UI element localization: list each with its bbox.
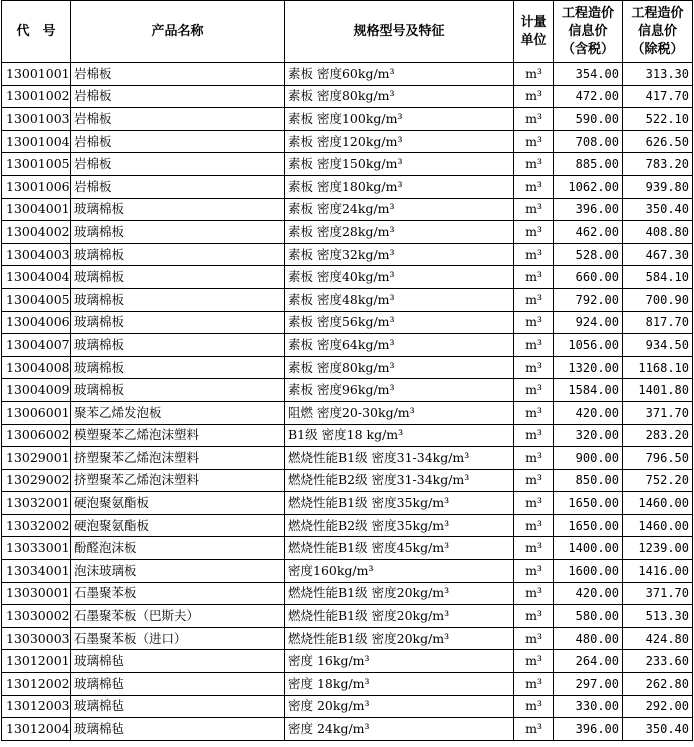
cell-code: 13004004 (2, 266, 71, 289)
cell-product-name: 岩棉板 (71, 108, 285, 131)
cell-product-name: 玻璃棉板 (71, 288, 285, 311)
table-row (2, 311, 693, 334)
table-row (2, 718, 693, 741)
table-row (2, 221, 693, 244)
cell-spec: 素板 密度60kg/m³ (285, 63, 514, 86)
cell-code: 13004009 (2, 379, 71, 402)
cell-price-tax: 1400.00 (554, 537, 623, 560)
cell-unit: m³ (514, 582, 554, 605)
cell-code: 13004008 (2, 356, 71, 379)
cell-code: 13029002 (2, 469, 71, 492)
header-unit (514, 1, 554, 63)
cell-product-name: 玻璃棉板 (71, 334, 285, 357)
cell-price-tax: 396.00 (554, 198, 623, 221)
cell-price-notax: 313.30 (623, 63, 693, 86)
cell-code: 13012001 (2, 650, 71, 673)
cell-price-tax: 420.00 (554, 401, 623, 424)
table-row (2, 153, 693, 176)
cell-price-notax: 513.30 (623, 605, 693, 628)
cell-price-notax: 752.20 (623, 469, 693, 492)
cell-unit: m³ (514, 266, 554, 289)
cell-price-tax: 900.00 (554, 447, 623, 470)
cell-price-notax: 350.40 (623, 718, 693, 741)
cell-code: 13001003 (2, 108, 71, 131)
table-row (2, 537, 693, 560)
header-price-notax-line3: （除税） (631, 41, 684, 57)
cell-spec: 素板 密度100kg/m³ (285, 108, 514, 131)
cell-price-notax: 371.70 (623, 401, 693, 424)
cell-price-tax: 320.00 (554, 424, 623, 447)
cell-product-name: 岩棉板 (71, 63, 285, 86)
cell-code: 13033001 (2, 537, 71, 560)
cell-code: 13001001 (2, 63, 71, 86)
header-price-notax-line2: 信息价 (637, 23, 677, 39)
cell-unit: m³ (514, 63, 554, 86)
cell-spec: 素板 密度56kg/m³ (285, 311, 514, 334)
table-row (2, 673, 693, 696)
cell-product-name: 岩棉板 (71, 175, 285, 198)
cell-price-tax: 480.00 (554, 627, 623, 650)
cell-spec: B1级 密度18 kg/m³ (285, 424, 514, 447)
cell-unit: m³ (514, 379, 554, 402)
cell-code: 13001002 (2, 85, 71, 108)
cell-price-notax: 934.50 (623, 334, 693, 357)
header-price-tax-line3: （含税） (561, 41, 614, 57)
cell-spec: 素板 密度28kg/m³ (285, 221, 514, 244)
table-row (2, 266, 693, 289)
cell-spec: 燃烧性能B1级 密度20kg/m³ (285, 627, 514, 650)
table-row (2, 492, 693, 515)
cell-product-name: 玻璃棉板 (71, 379, 285, 402)
cell-unit: m³ (514, 447, 554, 470)
cell-spec: 燃烧性能B1级 密度20kg/m³ (285, 605, 514, 628)
cell-price-tax: 264.00 (554, 650, 623, 673)
cell-spec: 燃烧性能B2级 密度31-34kg/m³ (285, 469, 514, 492)
cell-price-notax: 1460.00 (623, 492, 693, 515)
cell-price-tax: 792.00 (554, 288, 623, 311)
table-row (2, 514, 693, 537)
cell-spec: 素板 密度180kg/m³ (285, 175, 514, 198)
cell-product-name: 硬泡聚氨酯板 (71, 492, 285, 515)
cell-price-notax: 292.00 (623, 695, 693, 718)
cell-code: 13030003 (2, 627, 71, 650)
header-code: 代 号 (2, 1, 71, 63)
cell-price-tax: 1600.00 (554, 560, 623, 583)
cell-product-name: 玻璃棉板 (71, 311, 285, 334)
cell-price-notax: 584.10 (623, 266, 693, 289)
cell-product-name: 石墨聚苯板（巴斯夫） (71, 605, 285, 628)
cell-price-notax: 817.70 (623, 311, 693, 334)
cell-price-tax: 472.00 (554, 85, 623, 108)
cell-price-notax: 1401.80 (623, 379, 693, 402)
price-table (1, 0, 693, 741)
cell-unit: m³ (514, 514, 554, 537)
cell-price-tax: 580.00 (554, 605, 623, 628)
table-row (2, 198, 693, 221)
table-row (2, 63, 693, 86)
cell-spec: 素板 密度24kg/m³ (285, 198, 514, 221)
table-row (2, 356, 693, 379)
cell-price-notax: 371.70 (623, 582, 693, 605)
header-unit-line2: 单位 (520, 32, 547, 48)
cell-code: 13004001 (2, 198, 71, 221)
table-row (2, 560, 693, 583)
cell-unit: m³ (514, 401, 554, 424)
cell-product-name: 岩棉板 (71, 130, 285, 153)
cell-unit: m³ (514, 560, 554, 583)
cell-product-name: 挤塑聚苯乙烯泡沫塑料 (71, 447, 285, 470)
cell-spec: 素板 密度96kg/m³ (285, 379, 514, 402)
cell-price-tax: 330.00 (554, 695, 623, 718)
cell-spec: 燃烧性能B2级 密度35kg/m³ (285, 514, 514, 537)
cell-price-tax: 850.00 (554, 469, 623, 492)
cell-product-name: 岩棉板 (71, 85, 285, 108)
cell-product-name: 玻璃棉板 (71, 243, 285, 266)
cell-unit: m³ (514, 356, 554, 379)
cell-product-name: 聚苯乙烯发泡板 (71, 401, 285, 424)
header-product-name: 产品名称 (71, 1, 285, 63)
cell-unit: m³ (514, 85, 554, 108)
cell-price-tax: 528.00 (554, 243, 623, 266)
cell-price-tax: 1062.00 (554, 175, 623, 198)
cell-price-tax: 396.00 (554, 718, 623, 741)
cell-unit: m³ (514, 718, 554, 741)
cell-spec: 素板 密度150kg/m³ (285, 153, 514, 176)
cell-spec: 燃烧性能B1级 密度45kg/m³ (285, 537, 514, 560)
header-price-tax-line1: 工程造价 (561, 5, 614, 21)
cell-product-name: 泡沫玻璃板 (71, 560, 285, 583)
cell-spec: 素板 密度80kg/m³ (285, 85, 514, 108)
table-row (2, 650, 693, 673)
cell-unit: m³ (514, 334, 554, 357)
cell-price-notax: 1460.00 (623, 514, 693, 537)
cell-spec: 燃烧性能B1级 密度20kg/m³ (285, 582, 514, 605)
cell-product-name: 挤塑聚苯乙烯泡沫塑料 (71, 469, 285, 492)
table-row (2, 130, 693, 153)
cell-price-tax: 924.00 (554, 311, 623, 334)
cell-product-name: 石墨聚苯板（进口） (71, 627, 285, 650)
cell-code: 13001004 (2, 130, 71, 153)
cell-unit: m³ (514, 424, 554, 447)
cell-unit: m³ (514, 537, 554, 560)
cell-unit: m³ (514, 198, 554, 221)
cell-unit: m³ (514, 673, 554, 696)
cell-price-tax: 297.00 (554, 673, 623, 696)
cell-product-name: 岩棉板 (71, 153, 285, 176)
cell-code: 13006001 (2, 401, 71, 424)
cell-product-name: 石墨聚苯板 (71, 582, 285, 605)
cell-price-notax: 626.50 (623, 130, 693, 153)
header-price-tax-line2: 信息价 (568, 23, 608, 39)
cell-product-name: 玻璃棉板 (71, 221, 285, 244)
cell-price-tax: 885.00 (554, 153, 623, 176)
cell-price-notax: 467.30 (623, 243, 693, 266)
cell-spec: 密度 16kg/m³ (285, 650, 514, 673)
cell-product-name: 玻璃棉毡 (71, 695, 285, 718)
cell-unit: m³ (514, 243, 554, 266)
table-row (2, 469, 693, 492)
cell-price-notax: 1239.00 (623, 537, 693, 560)
cell-code: 13006002 (2, 424, 71, 447)
cell-code: 13012004 (2, 718, 71, 741)
header-price-notax-line1: 工程造价 (631, 5, 684, 21)
cell-code: 13032001 (2, 492, 71, 515)
cell-price-notax: 783.20 (623, 153, 693, 176)
cell-product-name: 玻璃棉毡 (71, 673, 285, 696)
cell-product-name: 玻璃棉板 (71, 356, 285, 379)
cell-product-name: 玻璃棉毡 (71, 650, 285, 673)
cell-unit: m³ (514, 221, 554, 244)
cell-spec: 密度 24kg/m³ (285, 718, 514, 741)
cell-price-notax: 700.90 (623, 288, 693, 311)
cell-code: 13030001 (2, 582, 71, 605)
cell-spec: 阻燃 密度20-30kg/m³ (285, 401, 514, 424)
table-row (2, 424, 693, 447)
cell-spec: 燃烧性能B1级 密度31-34kg/m³ (285, 447, 514, 470)
table-row (2, 695, 693, 718)
table-row (2, 288, 693, 311)
cell-unit: m³ (514, 695, 554, 718)
cell-price-tax: 1650.00 (554, 514, 623, 537)
table-row (2, 85, 693, 108)
cell-price-notax: 939.80 (623, 175, 693, 198)
table-row (2, 175, 693, 198)
cell-price-notax: 350.40 (623, 198, 693, 221)
cell-product-name: 酚醛泡沫板 (71, 537, 285, 560)
cell-unit: m³ (514, 650, 554, 673)
cell-price-tax: 420.00 (554, 582, 623, 605)
cell-code: 13029001 (2, 447, 71, 470)
table-row (2, 605, 693, 628)
cell-price-tax: 354.00 (554, 63, 623, 86)
table-row (2, 334, 693, 357)
cell-unit: m³ (514, 492, 554, 515)
cell-product-name: 玻璃棉板 (71, 266, 285, 289)
table-row (2, 627, 693, 650)
cell-unit: m³ (514, 605, 554, 628)
cell-price-tax: 462.00 (554, 221, 623, 244)
cell-product-name: 硬泡聚氨酯板 (71, 514, 285, 537)
cell-code: 13034001 (2, 560, 71, 583)
cell-unit: m³ (514, 130, 554, 153)
cell-spec: 燃烧性能B1级 密度35kg/m³ (285, 492, 514, 515)
cell-unit: m³ (514, 627, 554, 650)
table-row (2, 108, 693, 131)
cell-code: 13004006 (2, 311, 71, 334)
cell-product-name: 模塑聚苯乙烯泡沫塑料 (71, 424, 285, 447)
cell-price-tax: 590.00 (554, 108, 623, 131)
cell-code: 13030002 (2, 605, 71, 628)
cell-spec: 素板 密度48kg/m³ (285, 288, 514, 311)
cell-code: 13004007 (2, 334, 71, 357)
cell-code: 13004003 (2, 243, 71, 266)
header-unit-line1: 计量 (520, 14, 547, 30)
cell-price-notax: 417.70 (623, 85, 693, 108)
cell-price-notax: 424.80 (623, 627, 693, 650)
cell-price-notax: 522.10 (623, 108, 693, 131)
table-row (2, 243, 693, 266)
cell-price-tax: 708.00 (554, 130, 623, 153)
cell-price-tax: 660.00 (554, 266, 623, 289)
cell-code: 13001006 (2, 175, 71, 198)
cell-spec: 素板 密度32kg/m³ (285, 243, 514, 266)
cell-unit: m³ (514, 175, 554, 198)
cell-price-tax: 1650.00 (554, 492, 623, 515)
cell-unit: m³ (514, 288, 554, 311)
cell-spec: 素板 密度40kg/m³ (285, 266, 514, 289)
header-spec: 规格型号及特征 (285, 1, 514, 63)
table-row (2, 379, 693, 402)
cell-spec: 密度 18kg/m³ (285, 673, 514, 696)
cell-unit: m³ (514, 108, 554, 131)
cell-code: 13004005 (2, 288, 71, 311)
cell-code: 13012002 (2, 673, 71, 696)
cell-product-name: 玻璃棉毡 (71, 718, 285, 741)
cell-price-notax: 1168.10 (623, 356, 693, 379)
cell-spec: 密度160kg/m³ (285, 560, 514, 583)
cell-code: 13032002 (2, 514, 71, 537)
cell-spec: 密度 20kg/m³ (285, 695, 514, 718)
cell-price-tax: 1320.00 (554, 356, 623, 379)
cell-spec: 素板 密度64kg/m³ (285, 334, 514, 357)
table-header-row (2, 1, 693, 63)
table-body (2, 63, 693, 741)
cell-price-notax: 233.60 (623, 650, 693, 673)
table-row (2, 401, 693, 424)
table-row (2, 582, 693, 605)
cell-unit: m³ (514, 311, 554, 334)
header-price-tax (554, 1, 623, 63)
cell-code: 13004002 (2, 221, 71, 244)
cell-price-notax: 262.80 (623, 673, 693, 696)
cell-unit: m³ (514, 153, 554, 176)
header-price-notax (623, 1, 693, 63)
cell-code: 13012003 (2, 695, 71, 718)
cell-unit: m³ (514, 469, 554, 492)
cell-price-notax: 283.20 (623, 424, 693, 447)
cell-spec: 素板 密度80kg/m³ (285, 356, 514, 379)
cell-product-name: 玻璃棉板 (71, 198, 285, 221)
cell-price-tax: 1584.00 (554, 379, 623, 402)
cell-price-notax: 796.50 (623, 447, 693, 470)
cell-price-notax: 1416.00 (623, 560, 693, 583)
cell-code: 13001005 (2, 153, 71, 176)
table-row (2, 447, 693, 470)
cell-spec: 素板 密度120kg/m³ (285, 130, 514, 153)
cell-price-tax: 1056.00 (554, 334, 623, 357)
cell-price-notax: 408.80 (623, 221, 693, 244)
